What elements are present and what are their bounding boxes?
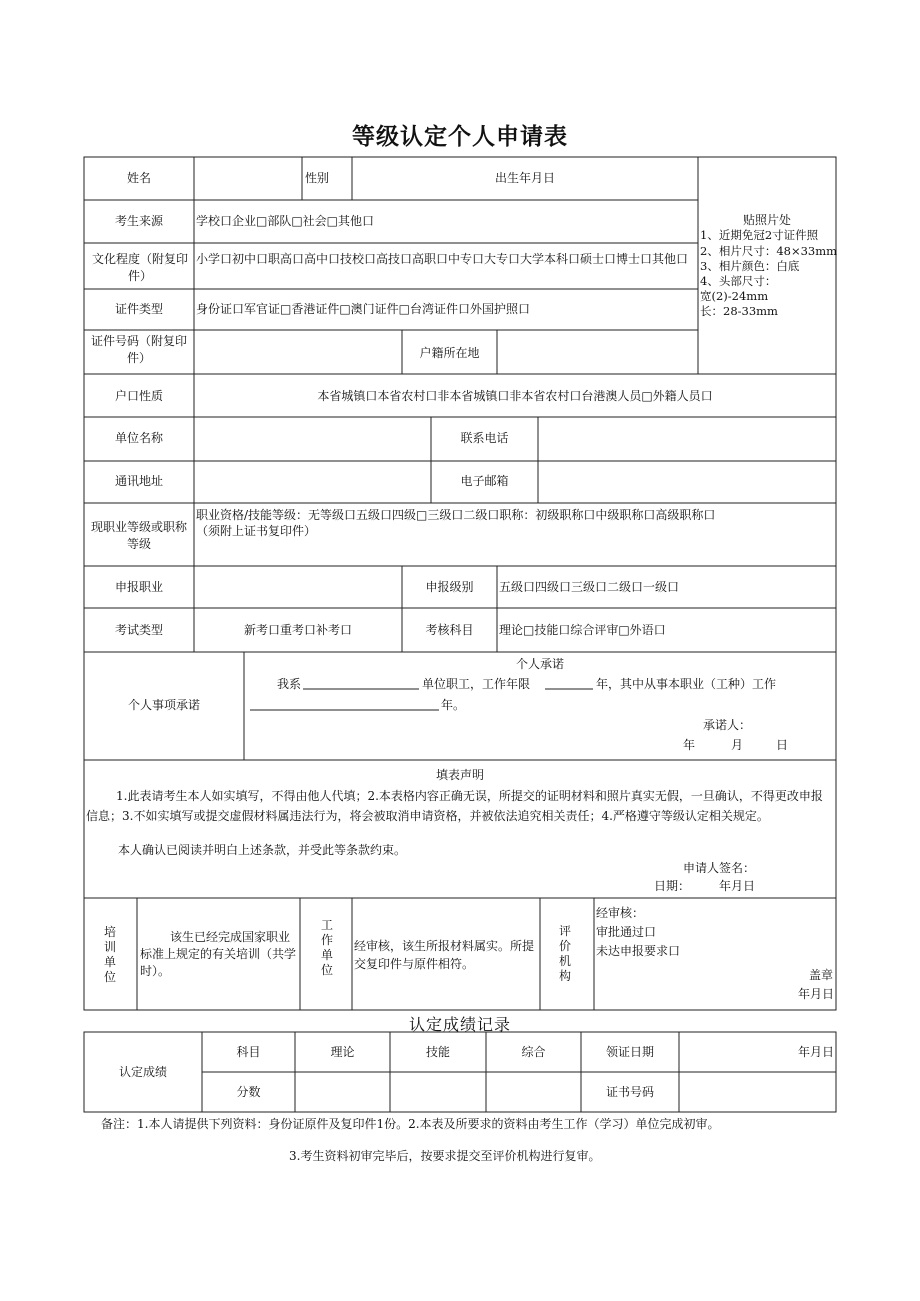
declaration-text: 1.此表请考生本人如实填写，不得由他人代填；2.本表格内容正确无误，所提交的证明材料和照片真实无假，一旦确认，不得更改申报信息；3.不如实填写或提交虚假材料属违法行为，将会被取消申请资格，并被依法追究相关责任；4.严格遵守等级认定相关规定。 — [86, 789, 823, 823]
photo-note-1: 1、近期免冠2寸证件照 — [700, 228, 819, 242]
exam-subject-label: 考核科目 — [425, 623, 474, 637]
results-row-label: 认定成绩 — [118, 1065, 167, 1079]
id-type-label: 证件类型 — [114, 302, 163, 316]
evaluator-stamp: 盖章 — [809, 968, 834, 982]
photo-note-6: 长：28-33mm — [700, 304, 778, 318]
applicant-signature-label: 申请人签名： — [683, 861, 756, 875]
employer-label: 单位名称 — [114, 431, 163, 445]
exam-type-label: 考试类型 — [114, 623, 163, 637]
education-options[interactable]: 小学口初中口职高口高中口技校口高技口高职口中专口大专口大学本科口硕士口博士口其他口 — [196, 252, 689, 266]
commitment-year-suffix: 年。 — [441, 698, 466, 712]
source-label: 考生来源 — [114, 214, 163, 228]
results-overall-header: 综合 — [521, 1045, 546, 1059]
commitment-years-text: 单位职工，工作年限 — [422, 677, 531, 691]
commitment-date-month: 月 — [731, 738, 744, 752]
current-level-note: （须附上证书复印件） — [196, 524, 317, 538]
commitment-signer: 承诺人： — [703, 718, 752, 732]
apply-occupation-field[interactable] — [195, 567, 401, 607]
evaluator-review: 经审核： — [596, 906, 645, 920]
overall-score-cell[interactable] — [487, 1073, 580, 1111]
declaration-title: 填表声明 — [435, 768, 484, 782]
commitment-occupation-text: 年，其中从事本职业（工种）工作 — [596, 677, 777, 691]
exam-subject-options[interactable]: 理论□技能口综合评审□外语口 — [499, 623, 666, 637]
commitment-years-blank[interactable] — [545, 674, 593, 690]
hukou-location-label: 户籍所在地 — [419, 346, 480, 360]
apply-occupation-label: 申报职业 — [114, 580, 163, 594]
phone-label: 联系电话 — [460, 431, 509, 445]
hukou-type-options[interactable]: 本省城镇口本省农村口非本省城镇口非本省农村口台港澳人员□外籍人员口 — [317, 389, 713, 403]
training-unit-label: 培训单位 — [103, 925, 116, 984]
current-level-label: 现职业等级或职称等级 — [90, 520, 187, 551]
training-text: 该生已经完成国家职业标准上规定的有关培训（共学时）。 — [140, 930, 297, 978]
declaration-confirm: 本人确认已阅读并明白上述条款，并受此等条款约束。 — [118, 843, 407, 857]
commitment-date-day: 日 — [776, 738, 789, 752]
results-theory-header: 理论 — [330, 1045, 355, 1059]
notes-line-2: 3.考生资料初审完毕后，按要求提交至评价机构进行复审。 — [289, 1149, 601, 1163]
notes-line-1: 备注：1.本人请提供下列资料：身份证原件及复印件1份。2.本表及所要求的资料由考生工作（学习）单位完成初审。 — [101, 1117, 720, 1131]
declaration-date-value: 年月日 — [719, 879, 756, 893]
address-field[interactable] — [195, 462, 430, 502]
employer-field[interactable] — [195, 418, 430, 460]
evaluator-label: 评价机构 — [558, 924, 571, 983]
source-options[interactable]: 学校口企业□部队□社会□其他口 — [196, 214, 375, 228]
phone-field[interactable] — [539, 418, 835, 460]
address-label: 通讯地址 — [114, 474, 163, 488]
results-subject-header: 科目 — [236, 1045, 261, 1059]
name-label: 姓名 — [126, 171, 151, 185]
exam-type-options[interactable]: 新考口重考口补考口 — [243, 623, 352, 637]
declaration-date-label: 日期： — [654, 879, 691, 893]
commitment-employer-blank[interactable] — [303, 674, 419, 690]
commitment-label: 个人事项承诺 — [127, 698, 200, 712]
work-unit-text: 经审核，该生所报材料属实。所提交复印件与原件相符。 — [354, 939, 535, 971]
theory-score-cell[interactable] — [296, 1073, 389, 1111]
email-field[interactable] — [539, 462, 835, 502]
cert-number-cell[interactable] — [680, 1073, 835, 1111]
id-number-label: 证件号码（附复印件） — [90, 334, 187, 365]
gender-label: 性别 — [305, 171, 330, 185]
hukou-type-label: 户口性质 — [114, 389, 163, 403]
commitment-date-year: 年 — [683, 738, 696, 752]
apply-level-options[interactable]: 五级口四级口三级口二级口一级口 — [499, 580, 680, 594]
form-title: 等级认定个人申请表 — [352, 124, 568, 150]
issue-date-label: 领证日期 — [605, 1045, 654, 1059]
name-field[interactable] — [195, 158, 301, 199]
results-skill-header: 技能 — [425, 1045, 450, 1059]
apply-level-label: 申报级别 — [425, 580, 474, 594]
id-number-field[interactable] — [195, 331, 401, 373]
birth-date-label: 出生年月日 — [494, 171, 555, 185]
evaluator-fail-option[interactable]: 未达申报要求口 — [596, 944, 681, 958]
photo-title: 贴照片处 — [742, 213, 791, 227]
cert-number-label: 证书号码 — [605, 1085, 654, 1099]
evaluator-pass-option[interactable]: 审批通过口 — [596, 925, 657, 939]
skill-score-cell[interactable] — [391, 1073, 485, 1111]
issue-date-value: 年月日 — [798, 1045, 835, 1059]
work-unit-label: 工作单位 — [320, 918, 333, 977]
current-level-options[interactable]: 职业资格/技能等级：无等级口五级口四级□三级口二级口职称：初级职称口中级职称口高级职称口 — [196, 508, 716, 522]
score-label: 分数 — [236, 1085, 261, 1099]
hukou-location-field[interactable] — [498, 331, 697, 373]
photo-note-2: 2、相片尺寸：48×33mm — [700, 244, 838, 258]
commitment-prefix: 我系 — [277, 677, 302, 691]
commitment-occupation-blank[interactable] — [250, 695, 439, 711]
email-label: 电子邮箱 — [460, 474, 509, 488]
id-type-options[interactable]: 身份证口军官证□香港证件□澳门证件□台湾证件口外国护照口 — [196, 302, 531, 316]
photo-note-5: 宽(2)-24mm — [700, 289, 769, 303]
commitment-title: 个人承诺 — [515, 657, 564, 671]
evaluator-date: 年月日 — [798, 987, 835, 1001]
results-title: 认定成绩记录 — [408, 1015, 511, 1034]
photo-note-4: 4、头部尺寸： — [700, 274, 777, 288]
photo-note-3: 3、相片颜色：白底 — [700, 259, 800, 273]
education-label: 文化程度（附复印件） — [91, 252, 188, 283]
